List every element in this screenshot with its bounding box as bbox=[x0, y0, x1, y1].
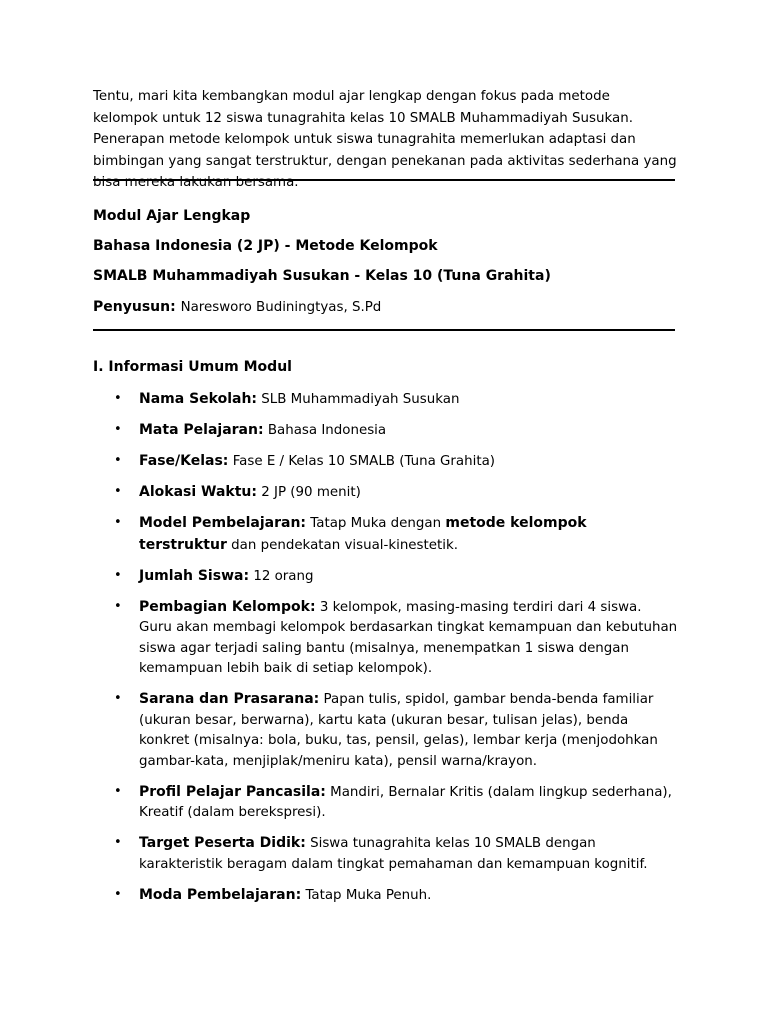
bullet: • bbox=[114, 783, 122, 799]
item-label: Target Peserta Didik: bbox=[139, 835, 306, 851]
item-label: Sarana dan Prasarana: bbox=[139, 691, 320, 707]
list-item bbox=[93, 885, 678, 907]
item-value: Fase E / Kelas 10 SMALB (Tuna Grahita) bbox=[232, 454, 496, 469]
item-label: Moda Pembelajaran: bbox=[139, 886, 302, 903]
item-value: Bahasa Indonesia bbox=[267, 423, 387, 438]
bullet: • bbox=[114, 453, 122, 468]
bullet: • bbox=[114, 422, 122, 437]
module-title: Modul Ajar Lengkap bbox=[93, 208, 251, 224]
bullet: • bbox=[114, 391, 122, 406]
bullet: • bbox=[114, 598, 122, 614]
list-item bbox=[93, 451, 678, 473]
module-subject: Bahasa Indonesia (2 JP) - Metode Kelompok bbox=[93, 238, 438, 254]
horizontal-rule-top bbox=[93, 179, 675, 181]
bullet: • bbox=[114, 484, 122, 499]
item-value: 2 JP (90 menit) bbox=[261, 485, 361, 500]
list-item bbox=[93, 782, 678, 824]
list-item bbox=[93, 513, 678, 556]
item-value: Papan tulis, spidol, gambar benda-benda familiar (ukuran besar, berwarna), kartu kata (ukuran besar, tulisan jelas), benda konkret (misalnya: bola, buku, tas, pensil, gelas), lembar kerja (menjodohkan gambar-kata, menjiplak/meniru kata), pensil warna/krayon. bbox=[139, 692, 658, 769]
item-label: Mata Pelajaran: bbox=[139, 422, 264, 438]
item-label: Model Pembelajaran: bbox=[139, 515, 307, 531]
item-value: 3 kelompok, masing-masing terdiri dari 4 siswa. Guru akan membagi kelompok berdasarkan tingkat kemampuan dan kebutuhan siswa agar terjadi saling bantu (misalnya, menempatkan 1 siswa dengan kemampuan lebih baik di setiap kelompok). bbox=[139, 599, 678, 676]
item-value: Tatap Muka Penuh. bbox=[305, 887, 432, 903]
list-item bbox=[93, 482, 678, 504]
horizontal-rule-bottom bbox=[93, 329, 675, 331]
bullet: • bbox=[114, 835, 122, 850]
item-label: Profil Pelajar Pancasila: bbox=[139, 783, 326, 800]
item-label: Alokasi Waktu: bbox=[139, 484, 257, 500]
item-value: SLB Muhammadiyah Susukan bbox=[261, 392, 460, 407]
author-label: Penyusun: bbox=[93, 299, 176, 315]
item-label: Nama Sekolah: bbox=[139, 391, 258, 407]
item-value: Mandiri, Bernalar Kritis (dalam lingkup sederhana), Kreatif (dalam berekspresi). bbox=[139, 784, 672, 820]
list-item bbox=[93, 833, 678, 875]
author-value: Naresworo Budiningtyas, S.Pd bbox=[180, 300, 382, 315]
module-author bbox=[93, 299, 381, 315]
item-label: Jumlah Siswa: bbox=[139, 567, 250, 584]
section-title: I. Informasi Umum Modul bbox=[93, 359, 292, 375]
item-value: Siswa tunagrahita kelas 10 SMALB dengan karakteristik beragam dalam tingkat pemahaman dan kemampuan kognitif. bbox=[139, 836, 648, 872]
bullet: • bbox=[114, 886, 122, 902]
list-item bbox=[93, 689, 678, 772]
intro-paragraph: Tentu, mari kita kembangkan modul ajar lengkap dengan fokus pada metode kelompok untuk 12 siswa tunagrahita kelas 10 SMALB Muhammadiyah Susukan. Penerapan metode kelompok untuk siswa tunagrahita memerlukan adaptasi dan bimbingan yang sangat terstruktur, dengan penekanan pada aktivitas sederhana yang bisa mereka lakukan bersama. bbox=[93, 89, 677, 190]
item-emphasis: metode kelompok terstruktur bbox=[139, 515, 587, 553]
bullet: • bbox=[114, 567, 122, 583]
bullet: • bbox=[114, 691, 122, 706]
info-list bbox=[93, 389, 678, 916]
list-item bbox=[93, 420, 678, 442]
module-school: SMALB Muhammadiyah Susukan - Kelas 10 (Tuna Grahita) bbox=[93, 268, 551, 284]
item-label: Fase/Kelas: bbox=[139, 453, 229, 469]
item-value-after: dan pendekatan visual-kinestetik. bbox=[231, 537, 458, 553]
list-item bbox=[93, 566, 678, 588]
bullet: • bbox=[114, 515, 122, 530]
item-value: 12 orang bbox=[253, 568, 314, 584]
list-item bbox=[93, 389, 678, 411]
item-value: Tatap Muka dengan bbox=[310, 516, 442, 531]
item-label: Pembagian Kelompok: bbox=[139, 598, 316, 615]
list-item bbox=[93, 597, 678, 680]
